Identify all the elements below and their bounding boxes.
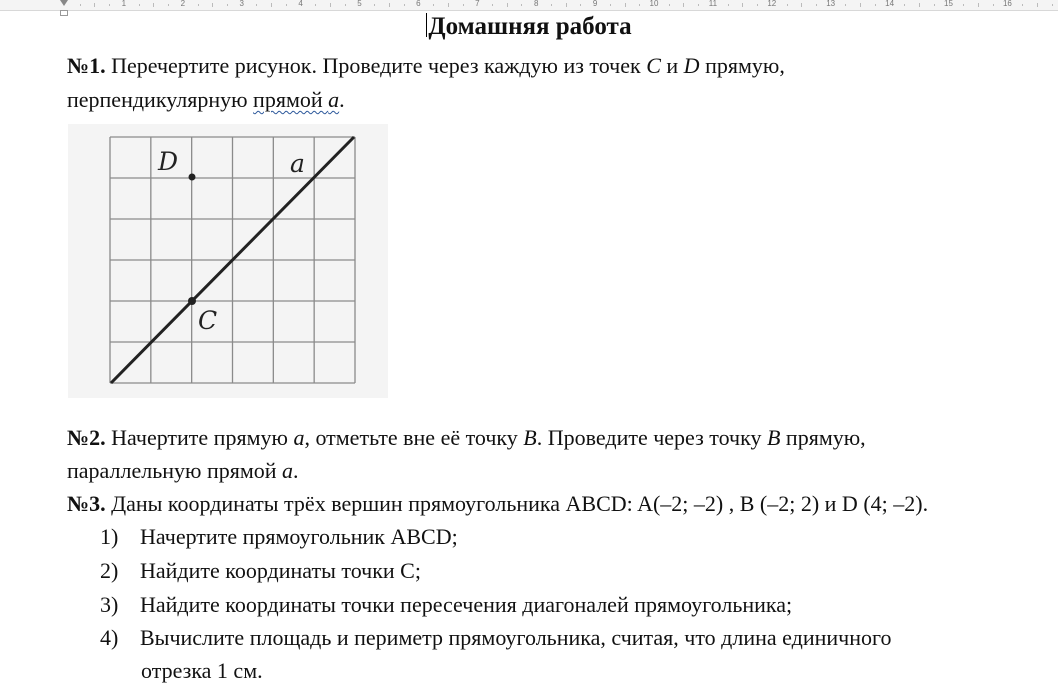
grid-figure-svg (68, 124, 388, 398)
list-item-text: Найдите координаты точки C; (140, 558, 421, 583)
ruler-tick (374, 4, 375, 6)
task1-text-a: Перечертите рисунок. Проведите через каждую из точек (105, 53, 647, 78)
list-item (100, 589, 792, 621)
ruler-tick (198, 4, 199, 6)
ruler-number: 4 (298, 0, 303, 8)
ruler-tick (904, 4, 905, 6)
ruler-tick (168, 4, 169, 6)
ruler-tick (787, 4, 788, 6)
ruler-tick (698, 4, 699, 6)
task2-var-b2: B (766, 425, 781, 450)
task1-point-d: D (683, 53, 700, 78)
ruler-number: 14 (885, 0, 895, 8)
list-item-continuation: отрезка 1 см. (141, 658, 263, 683)
ruler-tick (1022, 4, 1023, 6)
ruler-tick (566, 3, 567, 7)
ruler-tick (993, 4, 994, 6)
ruler-tick (286, 4, 287, 6)
ruler-tick (521, 4, 522, 6)
ruler-number: 7 (475, 0, 480, 8)
task3-text: Даны координаты трёх вершин прямоугольника ABCD: A(–2; –2) , B (–2; 2) и D (4; –2). (105, 491, 929, 516)
ruler-number: 2 (180, 0, 186, 8)
list-item-number: 3) (100, 592, 119, 617)
grid-figure (68, 124, 388, 398)
ruler-tick (669, 4, 670, 6)
ruler-number: 3 (239, 0, 244, 8)
figure-background (68, 124, 388, 398)
ruler-tick (639, 4, 640, 6)
ruler-tick (683, 3, 684, 7)
ruler-tick (315, 4, 316, 6)
ruler-tick (816, 4, 817, 6)
ruler-tick (80, 4, 81, 6)
ruler-tick (139, 4, 140, 6)
task1-number: №1. (67, 53, 106, 78)
label-d: D (158, 147, 179, 176)
ruler-tick (610, 4, 611, 6)
task3-line1 (67, 488, 928, 520)
list-item-number: 2) (100, 558, 119, 583)
page-title-text: Домашняя работа (428, 13, 632, 40)
task2-line2-var: a (282, 458, 294, 483)
ruler-number: 11 (708, 0, 718, 8)
task2-var-a: a (293, 425, 305, 450)
page-title (0, 10, 1058, 44)
list-item-text: Начертите прямоугольник ABCD; (140, 524, 458, 549)
point-d-dot (189, 174, 196, 181)
ruler-number: 10 (649, 0, 659, 8)
task2-text-c: . Проведите через точку (536, 425, 767, 450)
list-item (100, 521, 458, 553)
ruler-tick (492, 4, 493, 6)
ruler-tick (1037, 3, 1038, 7)
ruler-tick (580, 4, 581, 6)
ruler-tick (875, 4, 876, 6)
task1-line2-a: перпендикулярную (67, 87, 254, 112)
indent-marker-icon[interactable] (60, 0, 68, 6)
task2-text-d: прямую, (780, 425, 866, 450)
ruler-tick (448, 3, 449, 7)
ruler-tick (330, 3, 331, 7)
ruler-number: 13 (826, 0, 836, 8)
ruler-tick (801, 3, 802, 7)
ruler-tick (227, 4, 228, 6)
point-c-dot (188, 297, 196, 305)
task2-number: №2. (67, 425, 106, 450)
ruler-tick (845, 4, 846, 6)
ruler-tick (463, 4, 464, 6)
ruler-number: 8 (533, 0, 539, 8)
ruler-number: 12 (767, 0, 777, 8)
list-item-text: Найдите координаты точки пересечения диагоналей прямоугольника; (140, 592, 793, 617)
task2-line2-a: параллельную прямой (67, 458, 283, 483)
ruler-tick (625, 3, 626, 7)
label-c: C (198, 306, 218, 335)
ruler-tick (389, 3, 390, 7)
ruler-number: 15 (944, 0, 953, 8)
list-item-text: Вычислите площадь и периметр прямоугольника, считая, что длина единичного (140, 625, 892, 650)
task1-text-b: и (660, 53, 684, 78)
task1-text-c: прямую, (699, 53, 785, 78)
ruler-tick (109, 4, 110, 6)
ruler-tick (919, 3, 920, 7)
ruler-number: 6 (416, 0, 421, 8)
ruler-tick (271, 3, 272, 7)
task3-number: №3. (67, 491, 106, 516)
ruler-tick (212, 3, 213, 7)
task2-line2 (67, 455, 299, 487)
task2-text-a: Начертите прямую (105, 425, 294, 450)
task1-line2-var: a (328, 87, 340, 112)
ruler-tick (742, 3, 743, 7)
task1-line2-end: . (339, 87, 345, 112)
task2-text-b: , отметьте вне её точку (304, 425, 524, 450)
task2-line1 (67, 422, 866, 454)
task1-line2-word: прямой (253, 87, 329, 112)
list-item-number: 1) (100, 524, 119, 549)
ruler-tick (345, 4, 346, 6)
ruler-tick (963, 4, 964, 6)
ruler-tick (94, 3, 95, 7)
ruler-number: 1 (121, 0, 127, 8)
ruler-number: 16 (1002, 0, 1012, 8)
ruler-number: 5 (357, 0, 362, 8)
label-a: a (290, 149, 305, 178)
task1-line2 (67, 84, 345, 116)
task1-line1 (67, 50, 785, 82)
list-item (100, 555, 421, 587)
ruler-number: 9 (592, 0, 598, 8)
ruler-tick (934, 4, 935, 6)
ruler-tick (978, 3, 979, 7)
task2-line2-end: . (293, 458, 299, 483)
ruler-tick (507, 3, 508, 7)
ruler-tick (153, 3, 154, 7)
task1-point-c: C (646, 53, 661, 78)
task2-var-b: B (523, 425, 537, 450)
ruler-tick (433, 4, 434, 6)
list-item (100, 622, 891, 654)
ruler-tick (757, 4, 758, 6)
ruler-tick (551, 4, 552, 6)
ruler-tick (728, 4, 729, 6)
ruler-tick (256, 4, 257, 6)
ruler-tick (860, 3, 861, 7)
list-item-number: 4) (100, 625, 119, 650)
ruler-tick (1052, 4, 1053, 6)
ruler-tick (404, 4, 405, 6)
